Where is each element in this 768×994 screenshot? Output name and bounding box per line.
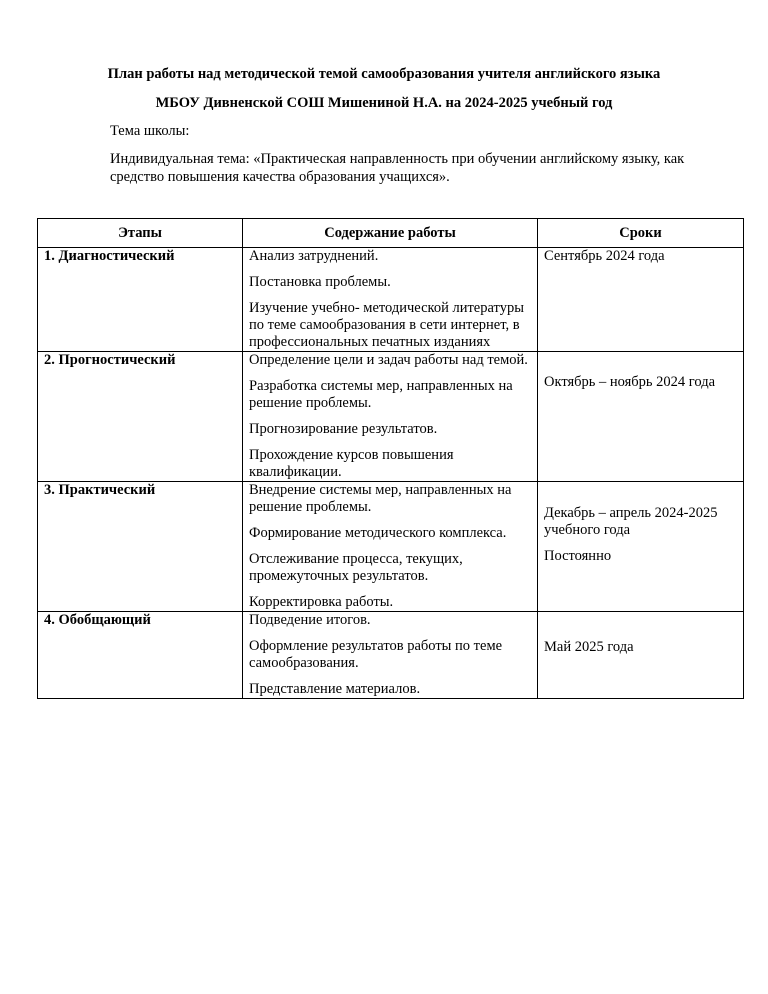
stage-cell: 4. Обобщающий — [38, 612, 243, 699]
timing-cell — [538, 352, 744, 482]
content-item: Внедрение системы мер, направленных на решение проблемы. — [249, 482, 512, 515]
content-item: Оформление результатов работы по теме самообразования. — [249, 638, 503, 671]
content-item: Анализ затруднений. — [249, 248, 379, 264]
stage-cell: 2. Прогностический — [38, 352, 243, 482]
timing-item: Декабрь – апрель 2024-2025 учебного года — [544, 505, 718, 538]
stage-cell: 1. Диагностический — [38, 248, 243, 352]
table-row — [38, 482, 744, 612]
table-row — [38, 248, 744, 352]
stage-cell: 3. Практический — [38, 482, 243, 612]
timing-cell — [538, 482, 744, 612]
header-timing: Сроки — [538, 219, 744, 248]
content-item: Определение цели и задач работы над темой. — [249, 352, 528, 368]
timing-cell — [538, 248, 744, 352]
header-content: Содержание работы — [243, 219, 538, 248]
table-row — [38, 352, 744, 482]
content-cell — [243, 612, 538, 699]
content-item: Представление материалов. — [249, 681, 421, 697]
timing-item: Октябрь – ноябрь 2024 года — [544, 374, 716, 390]
content-cell — [243, 248, 538, 352]
header-stages: Этапы — [38, 219, 243, 248]
work-plan-table — [37, 218, 744, 699]
individual-theme: Индивидуальная тема: «Практическая направленность при обучении английскому языку, как средство повышения качества образования учащихся». — [110, 151, 685, 185]
content-item: Постановка проблемы. — [249, 274, 391, 290]
content-item: Прогнозирование результатов. — [249, 421, 438, 437]
timing-item: Постоянно — [544, 548, 612, 564]
content-cell — [243, 482, 538, 612]
content-item: Отслеживание процесса, текущих, промежуточных результатов. — [249, 551, 463, 584]
timing-item: Сентябрь 2024 года — [544, 248, 665, 264]
timing-cell — [538, 612, 744, 699]
content-item: Изучение учебно- методической литературы по теме самообразования в сети интернет, в профессиональных печатных изданиях — [249, 300, 524, 350]
document-title-line-1: План работы над методической темой самообразования учителя английского языка — [107, 66, 661, 82]
content-item: Подведение итогов. — [249, 612, 371, 628]
table-header-row — [38, 219, 744, 248]
timing-item: Май 2025 года — [544, 639, 634, 655]
content-item: Формирование методического комплекса. — [249, 525, 507, 541]
content-item: Корректировка работы. — [249, 594, 394, 610]
school-theme: Тема школы: — [110, 123, 190, 139]
document-title-line-2: МБОУ Дивненской СОШ Мишениной Н.А. на 2024-2025 учебный год — [155, 95, 613, 111]
content-item: Прохождение курсов повышения квалификации. — [249, 447, 454, 480]
content-cell — [243, 352, 538, 482]
table-row — [38, 612, 744, 699]
content-item: Разработка системы мер, направленных на решение проблемы. — [249, 378, 513, 411]
